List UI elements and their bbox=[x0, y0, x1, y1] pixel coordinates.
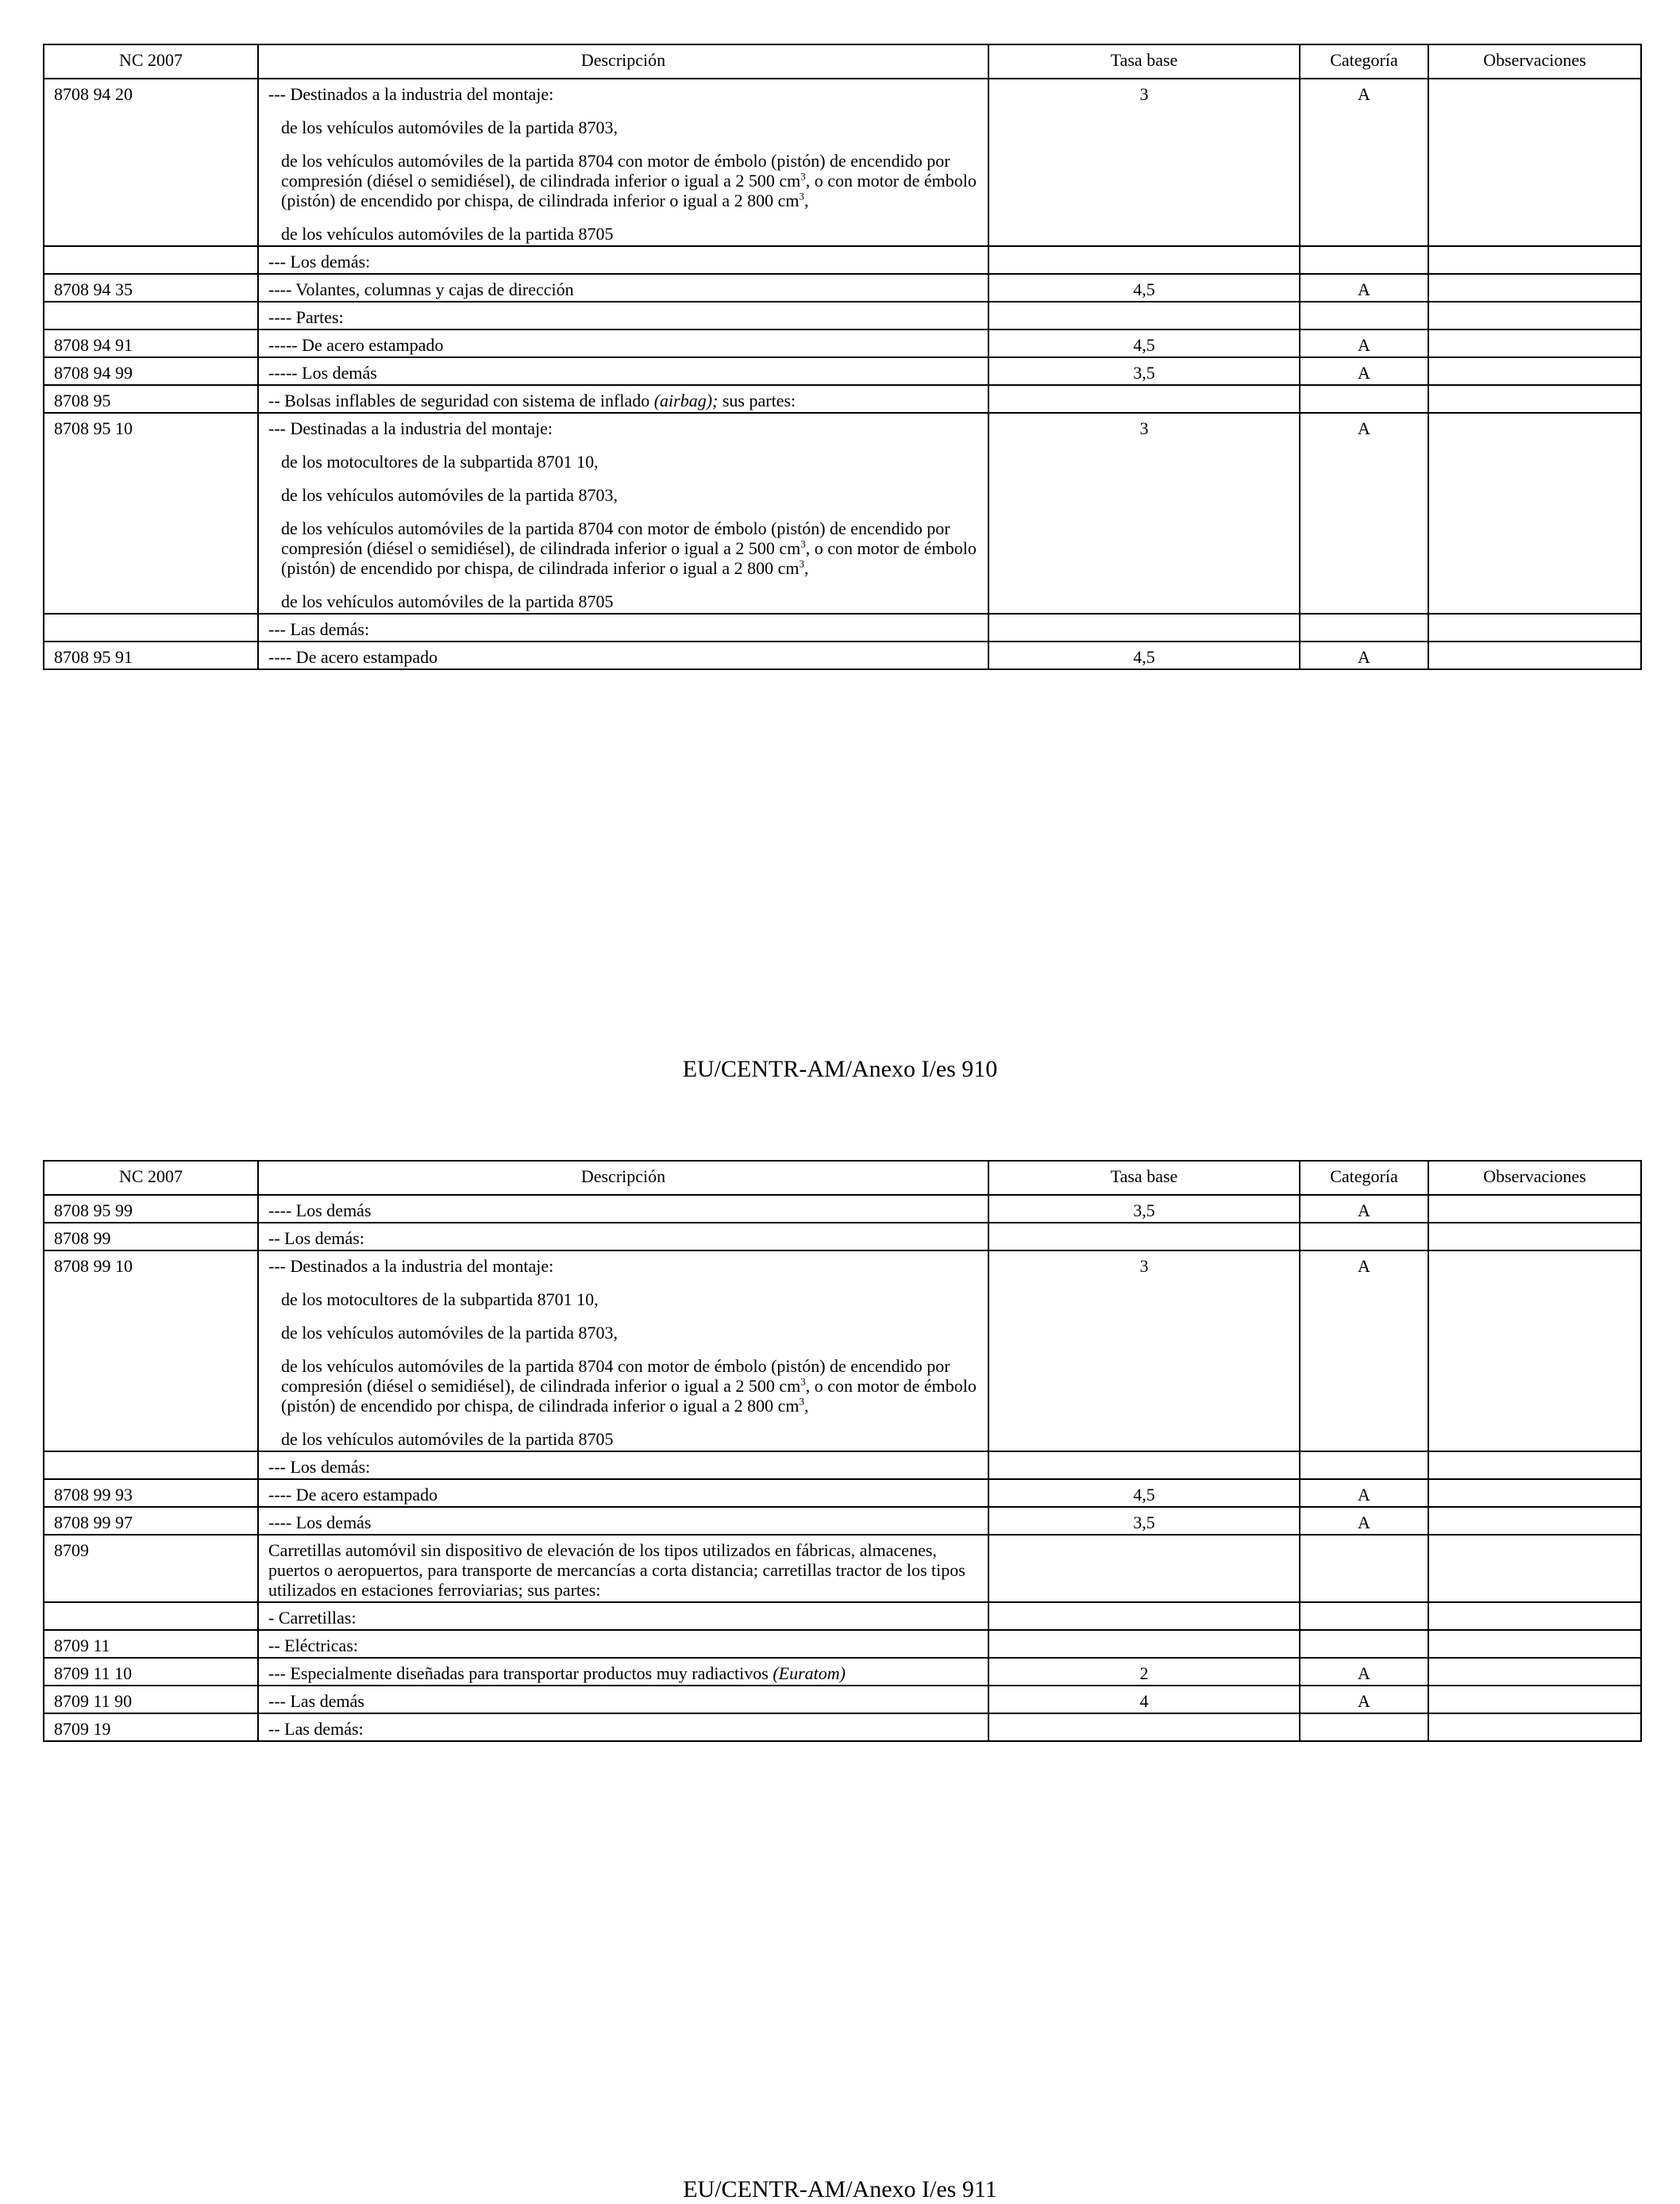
base-rate: 4,5 bbox=[988, 1479, 1300, 1507]
nc-code bbox=[44, 302, 258, 329]
base-rate: 4,5 bbox=[988, 274, 1300, 302]
nc-code: 8709 11 90 bbox=[44, 1686, 258, 1713]
category: A bbox=[1300, 1658, 1428, 1686]
nc-code bbox=[44, 614, 258, 642]
nc-code: 8708 99 bbox=[44, 1223, 258, 1250]
observations bbox=[1428, 385, 1641, 413]
description-line: de los vehículos automóviles de la partida 8703, bbox=[281, 118, 618, 137]
header-observations: Observaciones bbox=[1428, 1161, 1641, 1195]
description-line: de los vehículos automóviles de la partida 8703, bbox=[281, 1323, 618, 1343]
table-row bbox=[44, 642, 1641, 669]
description-line: de los motocultores de la subpartida 8701 10, bbox=[281, 452, 599, 472]
observations bbox=[1428, 1223, 1641, 1250]
observations bbox=[1428, 1451, 1641, 1479]
description: ---- De acero estampado bbox=[258, 1479, 988, 1507]
header-nc: NC 2007 bbox=[44, 1161, 258, 1195]
table-row bbox=[44, 246, 1641, 274]
table-row bbox=[44, 385, 1641, 413]
category bbox=[1300, 385, 1428, 413]
category bbox=[1300, 614, 1428, 642]
table-row bbox=[44, 1479, 1641, 1507]
header-nc: NC 2007 bbox=[44, 44, 258, 79]
base-rate: 3,5 bbox=[988, 1195, 1300, 1223]
category: A bbox=[1300, 1195, 1428, 1223]
observations bbox=[1428, 1630, 1641, 1658]
description: --- Especialmente diseñadas para transportar productos muy radiactivos (Euratom) bbox=[258, 1658, 988, 1686]
table-row bbox=[44, 1507, 1641, 1535]
base-rate bbox=[988, 1535, 1300, 1602]
base-rate bbox=[988, 1602, 1300, 1630]
description: Carretillas automóvil sin dispositivo de elevación de los tipos utilizados en fábricas, almacenes, puertos o aeropuertos, para transporte de mercancías a corta distancia; carretillas tractor de los tipos utilizados en estaciones ferroviarias; sus partes: bbox=[258, 1535, 988, 1602]
category: A bbox=[1300, 79, 1428, 246]
category: A bbox=[1300, 642, 1428, 669]
base-rate bbox=[988, 385, 1300, 413]
nc-code bbox=[44, 1451, 258, 1479]
header-category: Categoría bbox=[1300, 44, 1428, 79]
nc-code: 8709 bbox=[44, 1535, 258, 1602]
description-line: de los vehículos automóviles de la partida 8704 con motor de émbolo (pistón) de encendido por compresión (diésel o semidiésel), de cilindrada inferior o igual a 2 500 $cm^3$, o con motor de émbolo (pistón) de encendido por chispa, de cilindrada inferior o igual a 2 800 $cm^3$, bbox=[281, 151, 977, 210]
category: A bbox=[1300, 329, 1428, 357]
nc-code: 8708 95 10 bbox=[44, 413, 258, 614]
header-base-rate: Tasa base bbox=[988, 1161, 1300, 1195]
description: -- Bolsas inflables de seguridad con sistema de inflado (airbag); sus partes: bbox=[258, 385, 988, 413]
description-line: de los vehículos automóviles de la partida 8705 bbox=[281, 591, 614, 611]
nc-code bbox=[44, 246, 258, 274]
description-line: de los motocultores de la subpartida 8701 10, bbox=[281, 1289, 599, 1309]
base-rate: 2 bbox=[988, 1658, 1300, 1686]
nc-code: 8708 94 91 bbox=[44, 329, 258, 357]
table-row bbox=[44, 1602, 1641, 1630]
tariff-table-page-910 bbox=[43, 44, 1640, 670]
category bbox=[1300, 1630, 1428, 1658]
description-cell bbox=[258, 413, 988, 614]
base-rate bbox=[988, 1223, 1300, 1250]
category: A bbox=[1300, 1507, 1428, 1535]
observations bbox=[1428, 614, 1641, 642]
category bbox=[1300, 1535, 1428, 1602]
observations bbox=[1428, 413, 1641, 614]
category: A bbox=[1300, 274, 1428, 302]
base-rate: 4,5 bbox=[988, 329, 1300, 357]
table-row bbox=[44, 1250, 1641, 1451]
observations bbox=[1428, 1686, 1641, 1713]
nc-code: 8709 11 10 bbox=[44, 1658, 258, 1686]
base-rate: 3,5 bbox=[988, 1507, 1300, 1535]
nc-code: 8709 19 bbox=[44, 1713, 258, 1741]
description: -- Eléctricas: bbox=[258, 1630, 988, 1658]
base-rate: 3 bbox=[988, 79, 1300, 246]
category bbox=[1300, 1451, 1428, 1479]
table-row bbox=[44, 614, 1641, 642]
table-row bbox=[44, 1686, 1641, 1713]
base-rate: 4 bbox=[988, 1686, 1300, 1713]
observations bbox=[1428, 246, 1641, 274]
description: ---- Partes: bbox=[258, 302, 988, 329]
category: A bbox=[1300, 1686, 1428, 1713]
description: ----- Los demás bbox=[258, 357, 988, 385]
description: ----- De acero estampado bbox=[258, 329, 988, 357]
base-rate bbox=[988, 1713, 1300, 1741]
category bbox=[1300, 302, 1428, 329]
observations bbox=[1428, 1535, 1641, 1602]
nc-code: 8708 99 93 bbox=[44, 1479, 258, 1507]
base-rate: 3 bbox=[988, 413, 1300, 614]
observations bbox=[1428, 274, 1641, 302]
observations bbox=[1428, 357, 1641, 385]
description: --- Las demás: bbox=[258, 614, 988, 642]
nc-code: 8708 94 35 bbox=[44, 274, 258, 302]
table-row bbox=[44, 302, 1641, 329]
nc-code: 8708 99 97 bbox=[44, 1507, 258, 1535]
header-description: Descripción bbox=[258, 1161, 988, 1195]
category: A bbox=[1300, 1479, 1428, 1507]
observations bbox=[1428, 1479, 1641, 1507]
nc-code: 8708 99 10 bbox=[44, 1250, 258, 1451]
header-description: Descripción bbox=[258, 44, 988, 79]
table-row bbox=[44, 1713, 1641, 1741]
observations bbox=[1428, 642, 1641, 669]
description-line: de los vehículos automóviles de la partida 8705 bbox=[281, 1429, 614, 1449]
description-cell bbox=[258, 1250, 988, 1451]
table-row bbox=[44, 357, 1641, 385]
nc-code bbox=[44, 1602, 258, 1630]
description-cell bbox=[258, 79, 988, 246]
description: --- Las demás bbox=[258, 1686, 988, 1713]
base-rate: 4,5 bbox=[988, 642, 1300, 669]
observations bbox=[1428, 1250, 1641, 1451]
nc-code: 8708 95 91 bbox=[44, 642, 258, 669]
observations bbox=[1428, 1507, 1641, 1535]
header-observations: Observaciones bbox=[1428, 44, 1641, 79]
table-header-row bbox=[44, 44, 1641, 79]
tariff-table bbox=[43, 44, 1642, 670]
description: - Carretillas: bbox=[258, 1602, 988, 1630]
header-base-rate: Tasa base bbox=[988, 44, 1300, 79]
description-line: de los vehículos automóviles de la partida 8704 con motor de émbolo (pistón) de encendido por compresión (diésel o semidiésel), de cilindrada inferior o igual a 2 500 $cm^3$, o con motor de émbolo (pistón) de encendido por chispa, de cilindrada inferior o igual a 2 800 $cm^3$, bbox=[281, 518, 977, 578]
table-row bbox=[44, 1195, 1641, 1223]
nc-code: 8709 11 bbox=[44, 1630, 258, 1658]
nc-code: 8708 94 20 bbox=[44, 79, 258, 246]
table-header-row bbox=[44, 1161, 1641, 1195]
category bbox=[1300, 246, 1428, 274]
page-footer: EU/CENTR-AM/Anexo I/es 910 bbox=[682, 1056, 998, 1082]
table-row bbox=[44, 1535, 1641, 1602]
base-rate bbox=[988, 1630, 1300, 1658]
observations bbox=[1428, 79, 1641, 246]
base-rate bbox=[988, 1451, 1300, 1479]
base-rate bbox=[988, 302, 1300, 329]
description-line: de los vehículos automóviles de la partida 8705 bbox=[281, 224, 614, 244]
category bbox=[1300, 1602, 1428, 1630]
category bbox=[1300, 1223, 1428, 1250]
base-rate: 3,5 bbox=[988, 357, 1300, 385]
observations bbox=[1428, 1713, 1641, 1741]
observations bbox=[1428, 1195, 1641, 1223]
description: --- Destinados a la industria del montaje: bbox=[268, 1256, 554, 1276]
tariff-table-page-911 bbox=[43, 1160, 1640, 1742]
table-row bbox=[44, 1451, 1641, 1479]
table-row bbox=[44, 329, 1641, 357]
observations bbox=[1428, 329, 1641, 357]
description: ---- Volantes, columnas y cajas de dirección bbox=[258, 274, 988, 302]
description: --- Destinados a la industria del montaje: bbox=[268, 84, 554, 104]
category: A bbox=[1300, 1250, 1428, 1451]
description: -- Los demás: bbox=[258, 1223, 988, 1250]
nc-code: 8708 94 99 bbox=[44, 357, 258, 385]
base-rate bbox=[988, 614, 1300, 642]
table-row bbox=[44, 274, 1641, 302]
nc-code: 8708 95 99 bbox=[44, 1195, 258, 1223]
table-row bbox=[44, 1658, 1641, 1686]
description: -- Las demás: bbox=[258, 1713, 988, 1741]
base-rate bbox=[988, 246, 1300, 274]
header-category: Categoría bbox=[1300, 1161, 1428, 1195]
base-rate: 3 bbox=[988, 1250, 1300, 1451]
table-row bbox=[44, 413, 1641, 614]
observations bbox=[1428, 1658, 1641, 1686]
nc-code: 8708 95 bbox=[44, 385, 258, 413]
description-line: de los vehículos automóviles de la partida 8703, bbox=[281, 485, 618, 505]
category bbox=[1300, 1713, 1428, 1741]
category: A bbox=[1300, 413, 1428, 614]
table-row bbox=[44, 1630, 1641, 1658]
tariff-table bbox=[43, 1160, 1642, 1742]
observations bbox=[1428, 1602, 1641, 1630]
category: A bbox=[1300, 357, 1428, 385]
description: --- Los demás: bbox=[258, 1451, 988, 1479]
description: --- Los demás: bbox=[258, 246, 988, 274]
description: ---- Los demás bbox=[258, 1195, 988, 1223]
observations bbox=[1428, 302, 1641, 329]
description: ---- Los demás bbox=[258, 1507, 988, 1535]
table-row bbox=[44, 79, 1641, 246]
description-line: de los vehículos automóviles de la partida 8704 con motor de émbolo (pistón) de encendido por compresión (diésel o semidiésel), de cilindrada inferior o igual a 2 500 $cm^3$, o con motor de émbolo (pistón) de encendido por chispa, de cilindrada inferior o igual a 2 800 $cm^3$, bbox=[281, 1356, 977, 1416]
table-row bbox=[44, 1223, 1641, 1250]
description: ---- De acero estampado bbox=[258, 642, 988, 669]
page-footer: EU/CENTR-AM/Anexo I/es 911 bbox=[683, 2176, 997, 2202]
description: --- Destinadas a la industria del montaje: bbox=[268, 418, 553, 438]
